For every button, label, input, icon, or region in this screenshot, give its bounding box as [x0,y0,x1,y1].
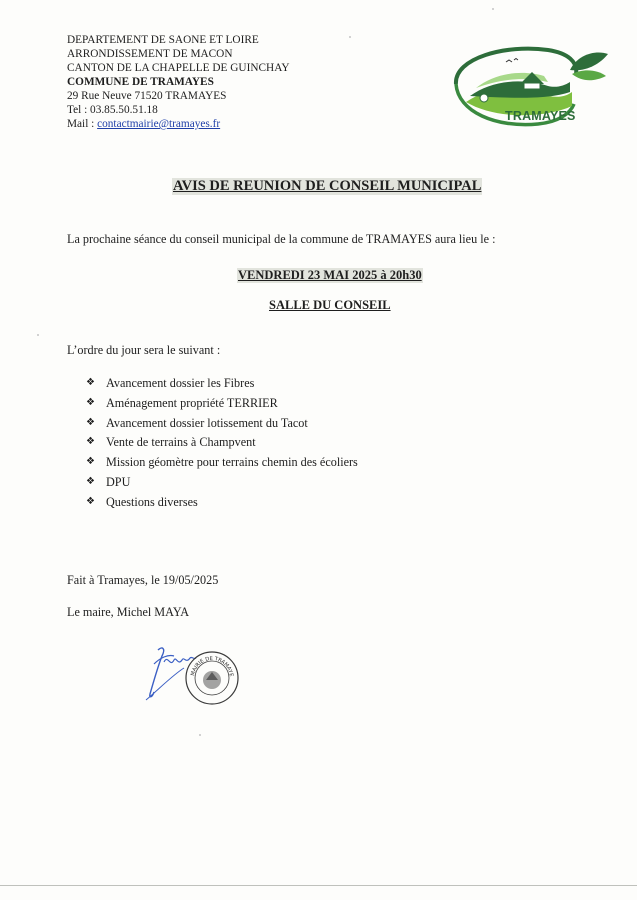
agenda-item-text: Avancement dossier lotissement du Tacot [106,415,308,430]
diamond-bullet-icon: ❖ [86,475,95,487]
commune-line: COMMUNE DE TRAMAYES [67,76,214,88]
signatory-line: Le maire, Michel MAYA [67,605,190,619]
scan-speck [349,36,351,38]
list-item [86,395,358,415]
list-item [86,434,358,454]
department-line: DEPARTEMENT DE SAONE ET LOIRE [67,34,259,46]
agenda-item-text: Avancement dossier les Fibres [106,376,255,390]
mail-line [67,117,289,131]
agenda-item-text: Vente de terrains à Champvent [106,435,256,450]
logo-wordmark: TRAMAYES [505,109,576,123]
scan-speck [199,734,201,736]
list-item [86,375,358,395]
agenda-heading: L’ordre du jour sera le suivant : [67,343,221,357]
phone-line: Tel : 03.85.50.51.18 [67,104,158,116]
notice-title: AVIS DE REUNION DE CONSEIL MUNICIPAL [173,178,482,194]
stamp-text: MAIRIE DE TRAMAYE [190,655,234,678]
list-item [86,494,358,514]
agenda-item-text: Mission géomètre pour terrains chemin des écoliers [106,455,358,470]
agenda-list [86,375,358,514]
meeting-date: VENDREDI 23 MAI 2025 à 20h30 [238,268,422,282]
diamond-bullet-icon: ❖ [86,495,95,507]
town-hall-stamp [184,650,240,706]
agenda-item-text: DPU [106,474,131,489]
list-item [86,474,358,494]
canton-line: CANTON DE LA CHAPELLE DE GUINCHAY [67,62,290,74]
arrondissement-line: ARRONDISSEMENT DE MACON [67,48,233,60]
diamond-bullet-icon: ❖ [86,377,95,388]
mail-label: Mail : [67,118,98,130]
diamond-bullet-icon: ❖ [86,456,95,468]
agenda-item-text: Questions diverses [106,494,198,509]
letterhead [67,33,289,131]
diamond-bullet-icon: ❖ [86,396,95,408]
agenda-item-text: Aménagement propriété TERRIER [106,395,278,410]
scan-speck [37,334,39,336]
list-item [86,415,358,435]
page-bottom-edge [0,885,637,886]
address-line: 29 Rue Neuve 71520 TRAMAYES [67,90,227,102]
meeting-venue: SALLE DU CONSEIL [269,298,391,312]
mail-link[interactable]: contactmairie@tramayes.fr [97,118,221,130]
list-item [86,454,358,474]
place-and-date: Fait à Tramayes, le 19/05/2025 [67,573,219,587]
diamond-bullet-icon: ❖ [86,416,95,428]
diamond-bullet-icon: ❖ [86,436,95,448]
scan-speck [492,8,494,10]
intro-text: La prochaine séance du conseil municipal de la commune de TRAMAYES aura lieu le : [67,232,496,246]
